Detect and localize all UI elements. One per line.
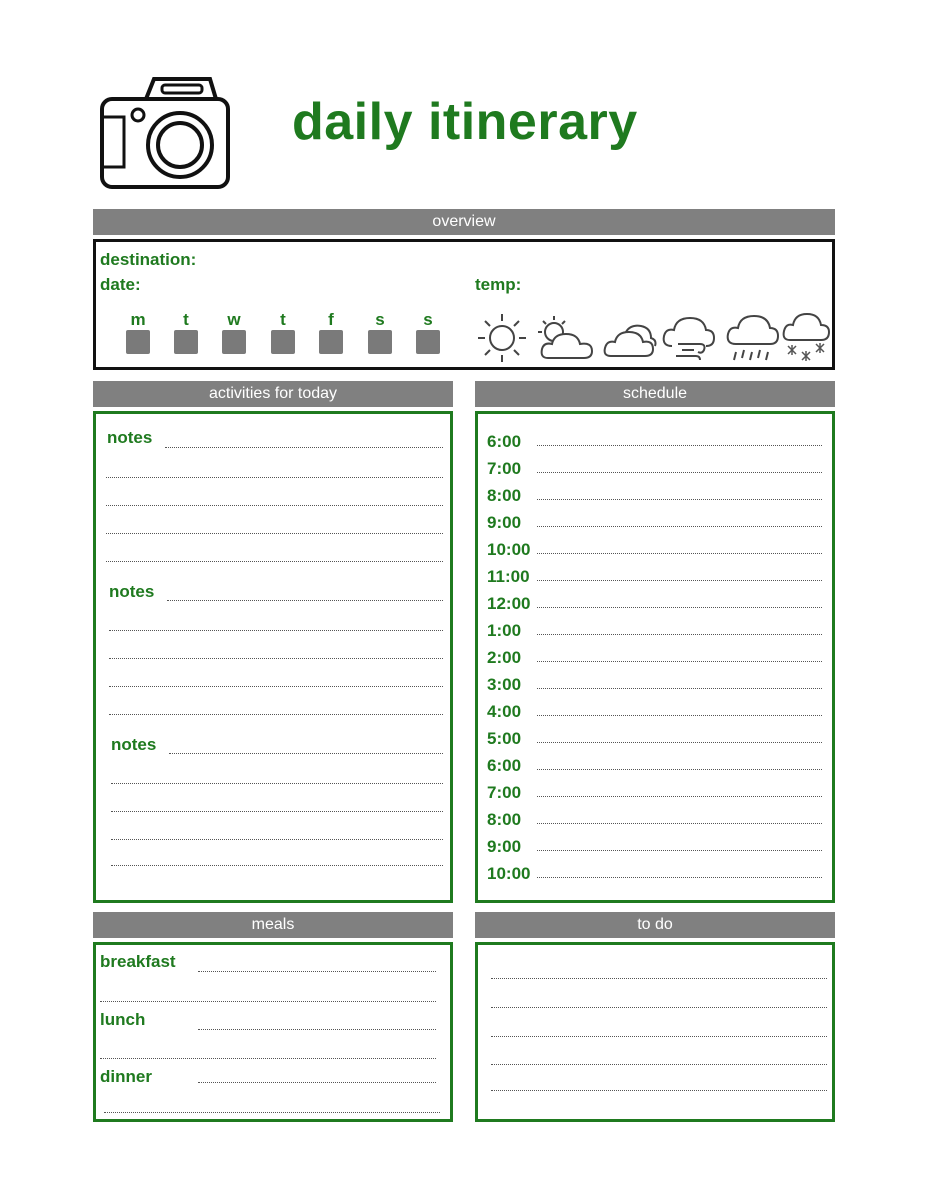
lunch-line-2[interactable] [100,1058,436,1059]
todo-line[interactable] [491,1090,827,1091]
schedule-line[interactable] [537,553,822,554]
schedule-time: 5:00 [487,729,522,748]
notes-line[interactable] [111,783,443,784]
activities-box [93,411,453,903]
schedule-time: 7:00 [487,783,522,802]
schedule-header: schedule [475,381,835,407]
cloudy-icon[interactable] [603,318,659,360]
weekday-checkbox[interactable] [368,330,392,354]
temp-label: temp: [475,275,522,294]
schedule-time: 9:00 [487,513,522,532]
weekday-letter: m [130,310,146,329]
schedule-time: 9:00 [487,837,522,856]
date-label: date: [100,275,141,294]
schedule-line[interactable] [537,526,822,527]
schedule-time: 7:00 [487,459,522,478]
weekday-letter: t [280,310,286,329]
weekday-letter: s [423,310,433,329]
todo-line[interactable] [491,978,827,979]
schedule-time: 1:00 [487,621,522,640]
notes-line[interactable] [167,600,443,601]
breakfast-line-2[interactable] [100,1001,436,1002]
partly-cloudy-icon[interactable] [534,314,598,362]
camera-icon [98,75,232,193]
schedule-time: 6:00 [487,432,522,451]
schedule-time: 8:00 [487,486,522,505]
schedule-line[interactable] [537,769,822,770]
notes-line[interactable] [106,533,443,534]
weekday-letter: w [227,310,241,329]
notes-line[interactable] [106,561,443,562]
notes-line[interactable] [111,865,443,866]
todo-line[interactable] [491,1064,827,1065]
notes-line[interactable] [109,686,443,687]
lunch-line[interactable] [198,1029,436,1030]
snow-icon[interactable] [780,310,832,364]
schedule-line[interactable] [537,796,822,797]
overview-header: overview [93,209,835,235]
page-title: daily itinerary [292,93,638,151]
schedule-time: 10:00 [487,864,531,883]
schedule-time: 4:00 [487,702,522,721]
weekday-checkbox[interactable] [222,330,246,354]
todo-box [475,942,835,1122]
schedule-line[interactable] [537,445,822,446]
notes-line[interactable] [169,753,443,754]
schedule-box [475,411,835,903]
notes-line[interactable] [109,630,443,631]
schedule-time: 10:00 [487,540,531,559]
activities-header: activities for today [93,381,453,407]
schedule-line[interactable] [537,688,822,689]
weekday-letter: t [183,310,189,329]
weekday-letter: f [328,310,334,329]
lunch-label: lunch [100,1010,146,1029]
todo-line[interactable] [491,1036,827,1037]
schedule-line[interactable] [537,850,822,851]
schedule-line[interactable] [537,877,822,878]
dinner-line[interactable] [198,1082,436,1083]
schedule-time: 11:00 [487,567,530,586]
meals-header: meals [93,912,453,938]
schedule-time: 3:00 [487,675,522,694]
sun-icon[interactable] [474,310,530,366]
breakfast-label: breakfast [100,952,176,971]
notes-label: notes [111,735,157,754]
schedule-line[interactable] [537,499,822,500]
notes-line[interactable] [109,714,443,715]
windy-icon[interactable] [660,310,716,362]
notes-line[interactable] [111,811,443,812]
weekday-checkbox[interactable] [271,330,295,354]
destination-label: destination: [100,250,197,269]
weekday-letter: s [375,310,385,329]
schedule-time: 2:00 [487,648,522,667]
notes-label: notes [109,582,155,601]
schedule-line[interactable] [537,472,822,473]
dinner-line-2[interactable] [104,1112,440,1113]
schedule-line[interactable] [537,634,822,635]
notes-line[interactable] [106,477,443,478]
notes-line[interactable] [109,658,443,659]
schedule-time: 8:00 [487,810,522,829]
schedule-line[interactable] [537,580,822,581]
breakfast-line[interactable] [198,971,436,972]
rain-icon[interactable] [724,312,780,364]
weekday-checkbox[interactable] [174,330,198,354]
schedule-line[interactable] [537,607,822,608]
weekday-checkbox[interactable] [126,330,150,354]
schedule-line[interactable] [537,823,822,824]
schedule-line[interactable] [537,661,822,662]
todo-header: to do [475,912,835,938]
notes-label: notes [107,428,153,447]
schedule-time: 12:00 [487,594,531,613]
todo-line[interactable] [491,1007,827,1008]
notes-line[interactable] [165,447,443,448]
schedule-line[interactable] [537,742,822,743]
schedule-line[interactable] [537,715,822,716]
notes-line[interactable] [106,505,443,506]
weekday-checkbox[interactable] [416,330,440,354]
dinner-label: dinner [100,1067,152,1086]
weekday-checkbox[interactable] [319,330,343,354]
schedule-time: 6:00 [487,756,522,775]
notes-line[interactable] [111,839,443,840]
